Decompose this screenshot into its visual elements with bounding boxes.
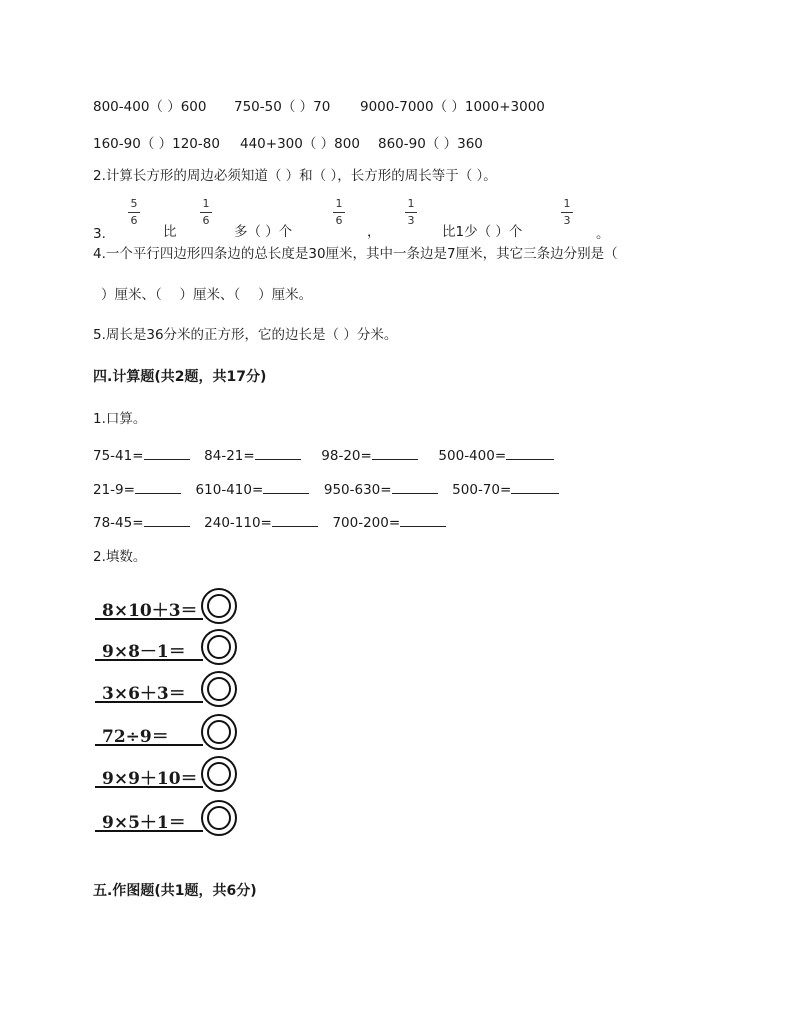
answer-circle[interactable]	[201, 671, 237, 707]
question-3-text: 比1少（ ）个	[442, 224, 523, 240]
fill-expression: 72÷9＝	[102, 727, 169, 747]
answer-blank[interactable]	[144, 514, 190, 527]
mental-math-item: 98-20=	[321, 448, 372, 464]
underline	[95, 744, 203, 746]
mental-math-item: 700-200=	[332, 515, 401, 531]
answer-circle[interactable]	[201, 629, 237, 665]
answer-circle[interactable]	[201, 588, 237, 624]
underline	[95, 659, 203, 661]
mental-math-item: 75-41=	[93, 448, 144, 464]
mental-math-item: 500-70=	[452, 482, 512, 498]
underline	[95, 830, 203, 832]
fill-expression: 9×8－1＝	[102, 642, 186, 662]
answer-blank[interactable]	[263, 481, 309, 494]
question-3-text: 多（ ）个	[234, 224, 293, 240]
underline	[95, 701, 203, 703]
mental-math-item: 78-45=	[93, 515, 144, 531]
question-3-number: 3.	[93, 226, 106, 242]
fraction: 1 3	[561, 198, 573, 227]
answer-blank[interactable]	[144, 447, 190, 460]
section-4-sub-1: 1.口算。	[93, 411, 147, 427]
mental-math-item: 240-110=	[204, 515, 272, 531]
compare-item: 860-90（ ）360	[378, 136, 483, 152]
answer-blank[interactable]	[372, 447, 418, 460]
question-3-text: 。	[596, 226, 610, 242]
answer-circle[interactable]	[201, 756, 237, 792]
mental-math-item: 21-9=	[93, 482, 135, 498]
fraction: 1 6	[200, 198, 212, 227]
compare-item: 440+300（ ）800	[240, 136, 360, 152]
answer-blank[interactable]	[135, 481, 181, 494]
question-3-text: 比	[163, 224, 177, 240]
answer-circle[interactable]	[201, 800, 237, 836]
mental-math-item: 500-400=	[438, 448, 507, 464]
compare-item: 800-400（ ）600	[93, 99, 207, 115]
question-2: 2.计算长方形的周边必须知道（ ）和（ ），长方形的周长等于（ ）。	[93, 168, 497, 184]
mental-math-row	[93, 447, 554, 464]
compare-item: 750-50（ ）70	[234, 99, 331, 115]
question-3-text: ，	[367, 224, 381, 240]
fraction: 5 6	[128, 198, 140, 227]
section-4-title: 四.计算题(共2题，共17分)	[93, 369, 267, 385]
fill-expression: 3×6＋3＝	[102, 684, 186, 704]
fill-expression: 9×9＋10＝	[102, 769, 198, 789]
question-4-line-1: 4.一个平行四边形四条边的总长度是30厘米，其中一条边是7厘米，其它三条边分别是（	[93, 246, 618, 262]
fraction: 1 3	[405, 198, 417, 227]
fill-expression: 9×5＋1＝	[102, 813, 186, 833]
answer-blank[interactable]	[392, 481, 438, 494]
mental-math-item: 610-410=	[195, 482, 264, 498]
question-5: 5.周长是36分米的正方形，它的边长是（ ）分米。	[93, 327, 398, 343]
mental-math-row	[93, 481, 559, 498]
answer-blank[interactable]	[255, 447, 301, 460]
underline	[95, 786, 203, 788]
answer-blank[interactable]	[506, 447, 554, 460]
section-5-title: 五.作图题(共1题，共6分)	[93, 883, 257, 899]
mental-math-row	[93, 514, 446, 531]
underline	[95, 618, 203, 620]
answer-circle[interactable]	[201, 714, 237, 750]
answer-blank[interactable]	[272, 514, 318, 527]
answer-blank[interactable]	[511, 481, 559, 494]
compare-item: 9000-7000（ ）1000+3000	[360, 99, 545, 115]
answer-blank[interactable]	[400, 514, 446, 527]
question-4-line-2: ）厘米、（ ）厘米、（ ）厘米。	[101, 287, 313, 303]
mental-math-item: 84-21=	[204, 448, 255, 464]
section-4-sub-2: 2.填数。	[93, 549, 147, 565]
compare-item: 160-90（ ）120-80	[93, 136, 220, 152]
mental-math-item: 950-630=	[323, 482, 392, 498]
fraction: 1 6	[333, 198, 345, 227]
fill-expression: 8×10＋3＝	[102, 601, 198, 621]
